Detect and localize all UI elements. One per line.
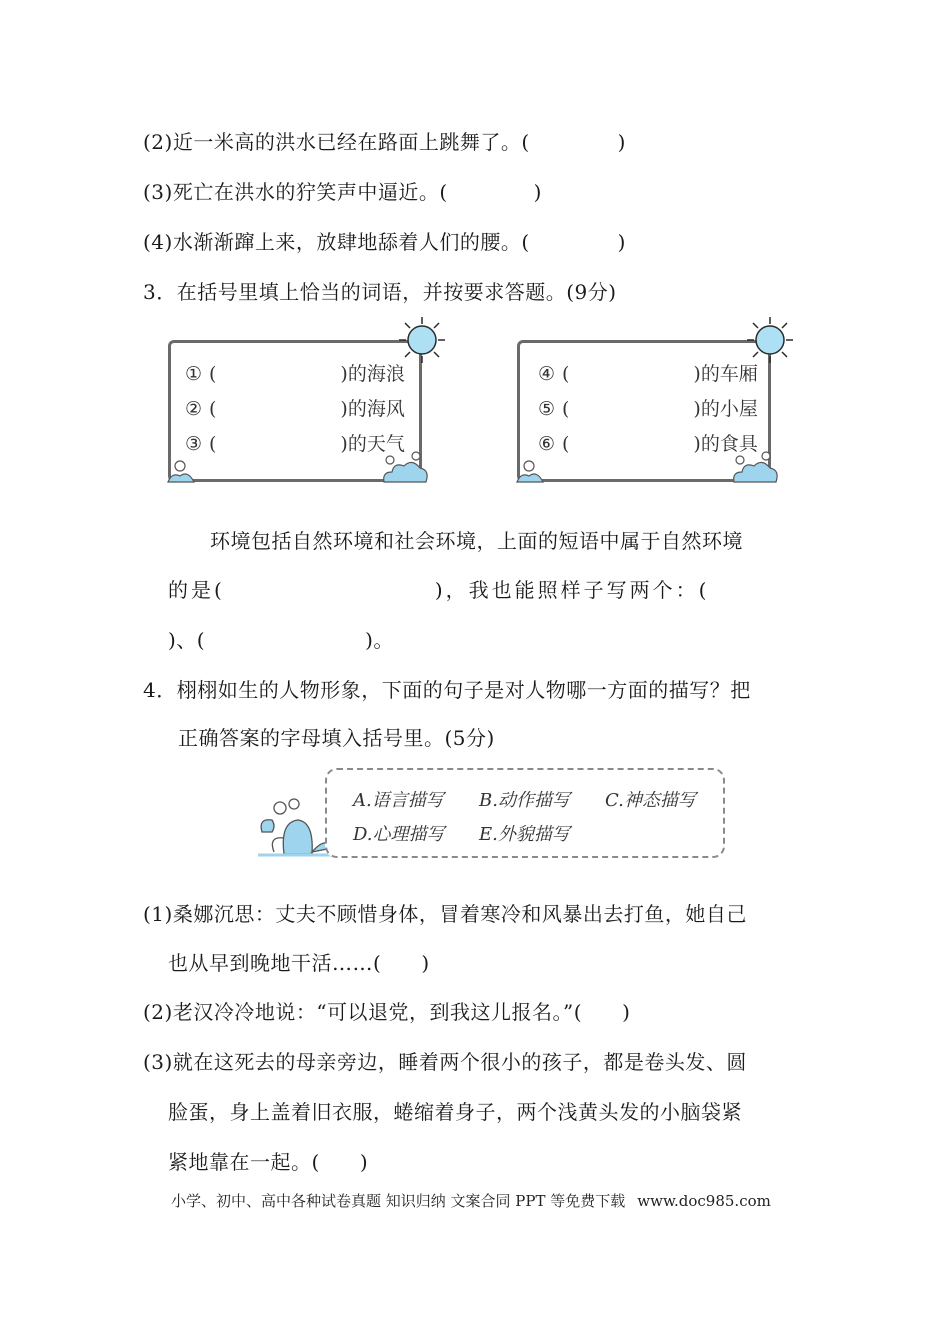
option-b: B.动作描写 — [479, 790, 570, 811]
flower-icon — [254, 792, 336, 858]
phrase-row-2: ② ( )的海风 — [185, 398, 405, 420]
q3-paragraph-line2: 的是( )，我也能照样子写两个：( — [168, 578, 710, 602]
footer-site[interactable]: www.doc985.com — [637, 1192, 771, 1210]
q2-item-4: (4)水渐渐蹿上来，放肆地舔着人们的腰。( ) — [143, 230, 626, 254]
footer — [171, 1190, 771, 1211]
q4-item-2: (2)老汉冷冷地说：“可以退党，到我这儿报名。”( ) — [143, 1000, 631, 1024]
q2-item-3: (3)死亡在洪水的狞笑声中逼近。( ) — [143, 180, 542, 204]
phrase-row-1: ① ( )的海浪 — [185, 363, 405, 385]
cloud-icon — [730, 450, 780, 486]
phrase-row-3: ③ ( )的天气 — [185, 433, 405, 455]
q4-item-3-line3: 紧地靠在一起。( ) — [168, 1150, 369, 1174]
option-a: A.语言描写 — [353, 790, 444, 811]
option-c: C.神态描写 — [605, 790, 696, 811]
q4-item-3-line2: 脸蛋，身上盖着旧衣服，蜷缩着身子，两个浅黄头发的小脑袋紧 — [168, 1100, 742, 1124]
cloud-icon — [380, 450, 430, 486]
q3-title: 3．在括号里填上恰当的词语，并按要求答题。(9分) — [143, 280, 617, 304]
phrase-row-4: ④ ( )的车厢 — [538, 363, 758, 385]
option-e: E.外貌描写 — [479, 824, 570, 845]
q4-item-3-line1: (3)就在这死去的母亲旁边，睡着两个很小的孩子，都是卷头发、圆 — [143, 1050, 747, 1074]
q4-title-line1: 4．栩栩如生的人物形象，下面的句子是对人物哪一方面的描写？把 — [143, 678, 751, 702]
q4-item-1-line1: (1)桑娜沉思：丈夫不顾惜身体，冒着寒冷和风暴出去打鱼，她自己 — [143, 902, 747, 926]
q3-paragraph-line1: 环境包括自然环境和社会环境，上面的短语中属于自然环境 — [210, 529, 743, 553]
sun-icon — [746, 316, 794, 364]
phrase-row-6: ⑥ ( )的食具 — [538, 433, 758, 455]
options-box — [325, 768, 725, 858]
q4-title-line2: 正确答案的字母填入括号里。(5分) — [178, 726, 495, 750]
flower-icon — [515, 458, 545, 484]
option-d: D.心理描写 — [353, 824, 445, 845]
q2-item-2: (2)近一米高的洪水已经在路面上跳舞了。( ) — [143, 130, 626, 154]
flower-icon — [166, 458, 196, 484]
phrase-row-5: ⑤ ( )的小屋 — [538, 398, 758, 420]
footer-text: 小学、初中、高中各种试卷真题 知识归纳 文案合同 PPT 等免费下载 — [171, 1192, 626, 1210]
sun-icon — [398, 316, 446, 364]
q4-item-1-line2: 也从早到晚地干活……( ) — [168, 951, 430, 975]
q3-paragraph-line3: )、( )。 — [168, 628, 394, 652]
